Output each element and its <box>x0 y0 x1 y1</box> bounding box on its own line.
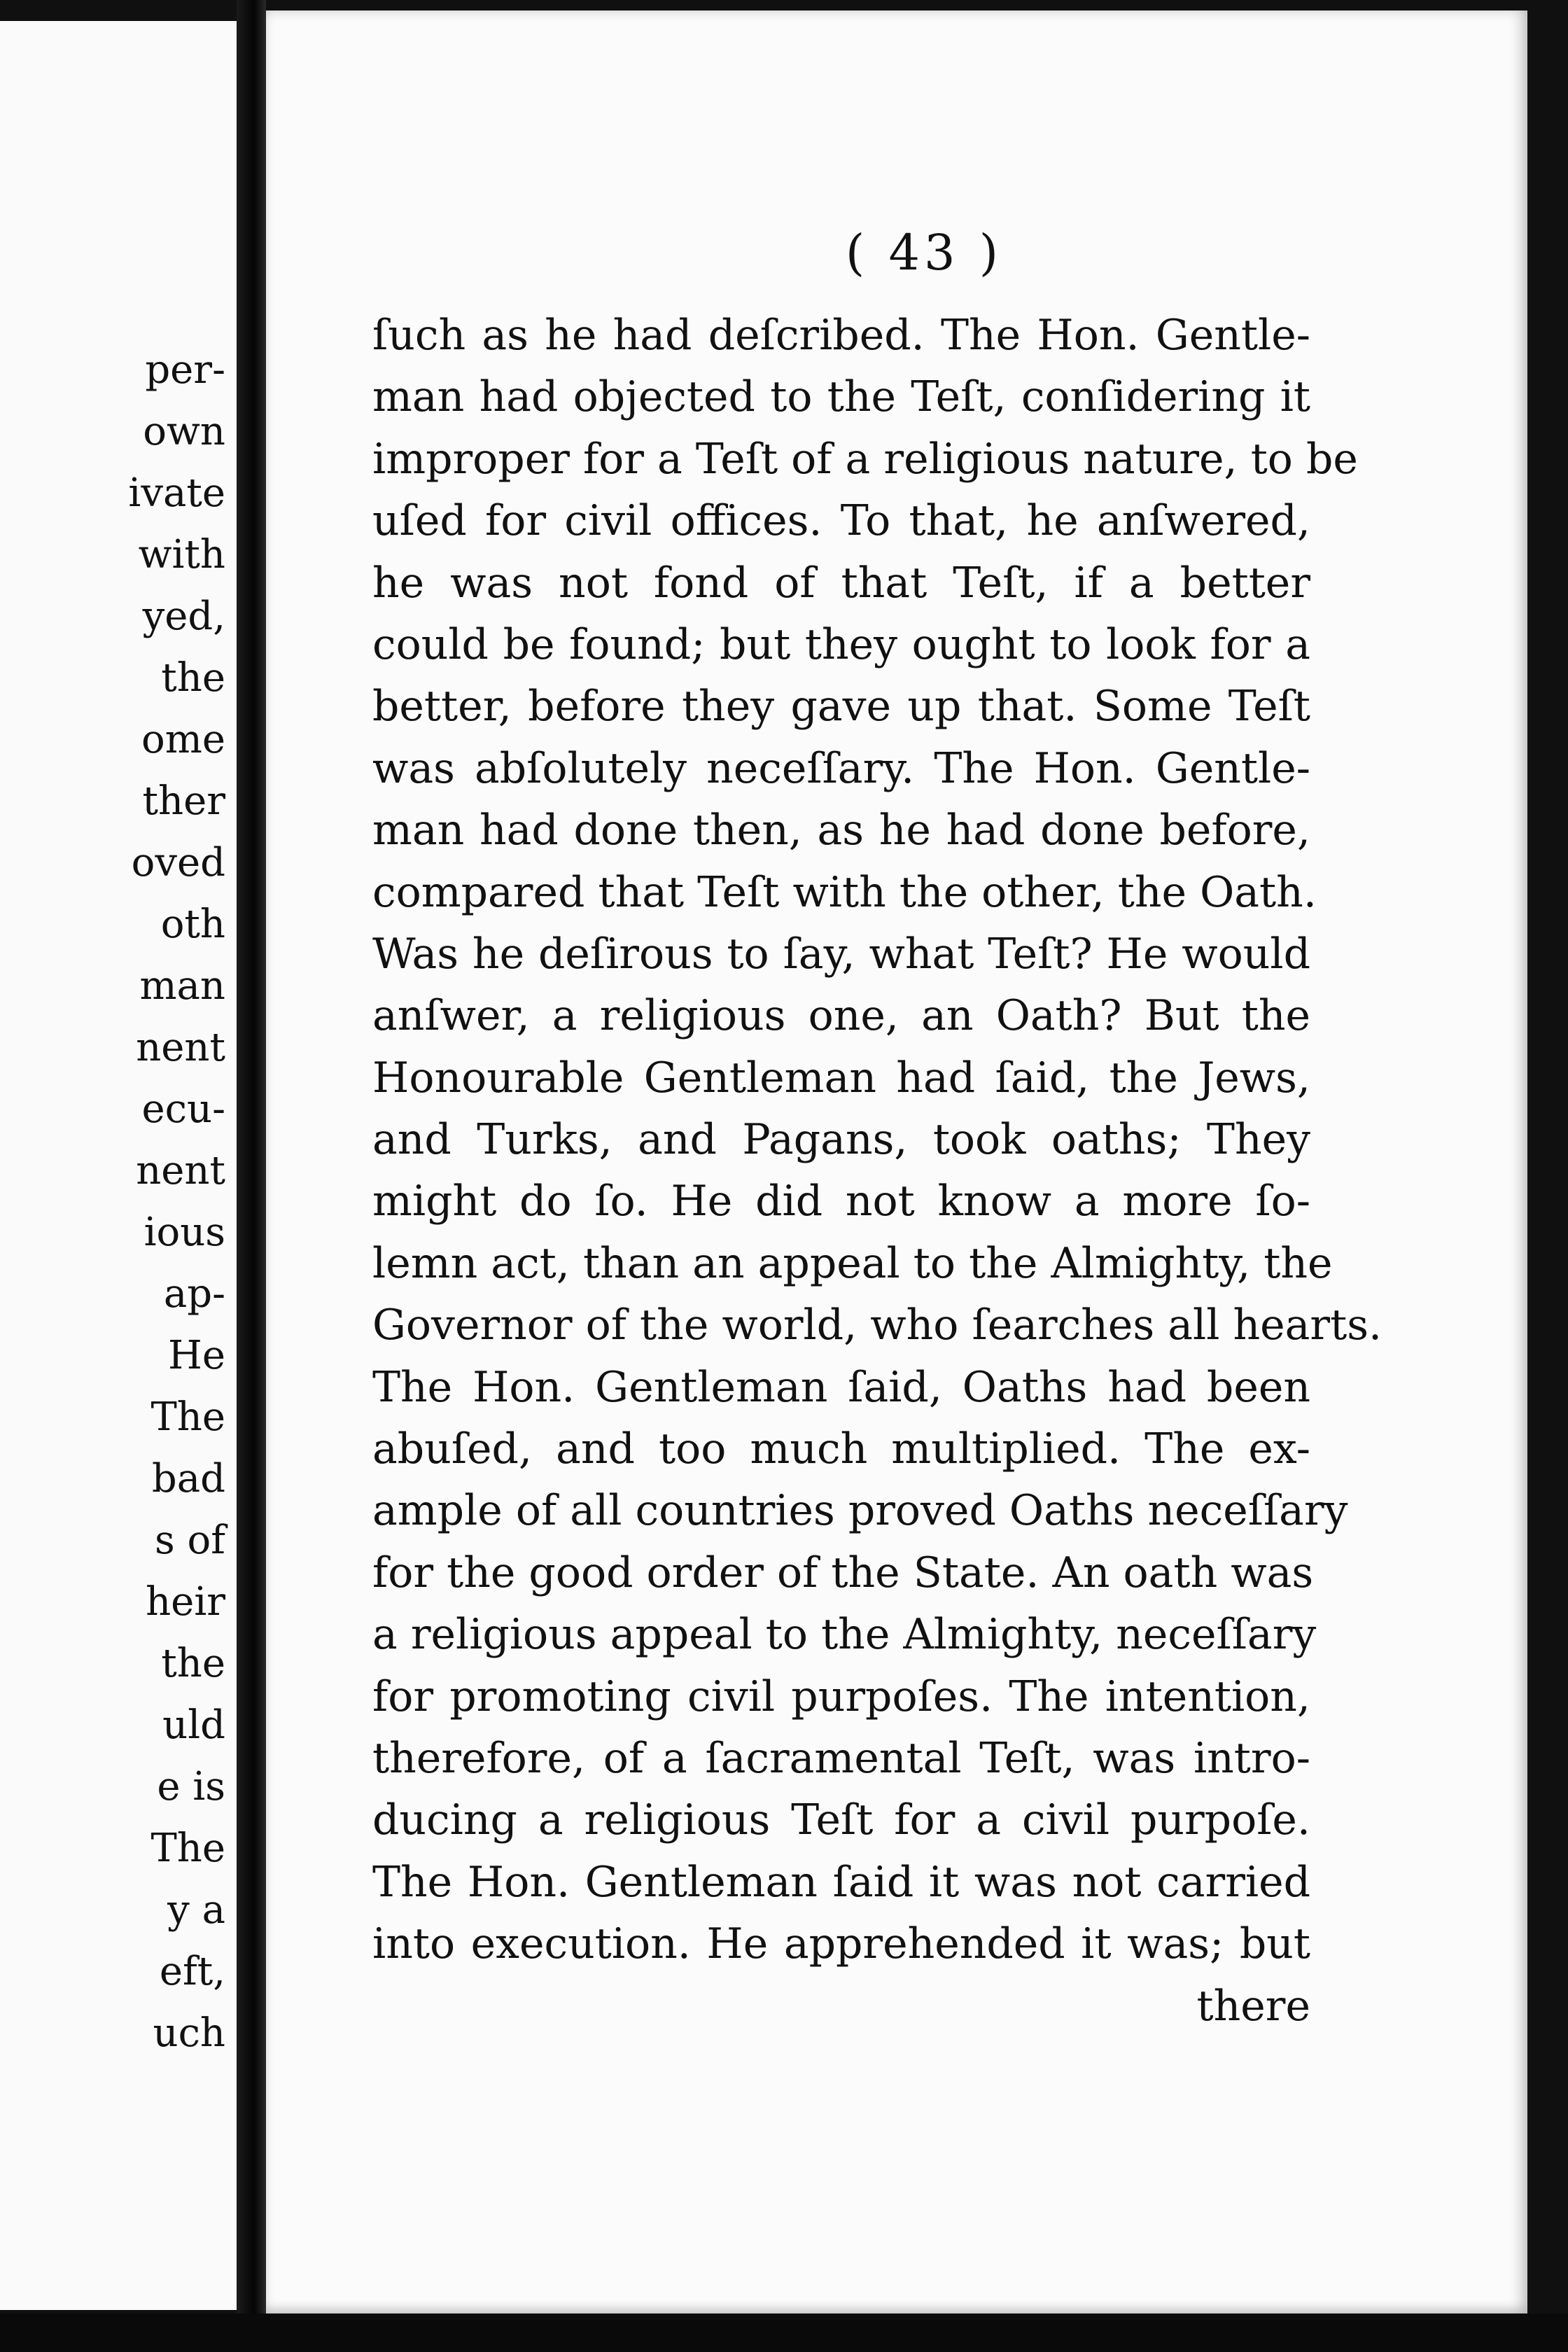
body-text <box>372 304 1382 2037</box>
text-line: lemn act, than an appeal to the Almighty, the <box>372 1238 1333 1288</box>
text-line: man had done then, as he had done before, <box>372 806 1310 855</box>
facing-line: ivate <box>128 470 225 516</box>
facing-line: s of <box>155 1518 225 1563</box>
text-line: abuſed, and too much multiplied. The ex- <box>372 1424 1310 1474</box>
scan-bottom-edge <box>0 2314 1568 2352</box>
text-line: he was not fond of that Teſt, if a better <box>372 558 1310 608</box>
text-line: a religious appeal to the Almighty, neceſſary <box>372 1610 1317 1660</box>
text-line: could be found; but they ought to look for a <box>372 620 1310 669</box>
text-line: ample of all countries proved Oaths neceſſary <box>372 1486 1348 1536</box>
text-line: into execution. He apprehended it was; but <box>372 1919 1310 1969</box>
facing-line: oved <box>131 840 225 886</box>
text-line: compared that Teſt with the other, the Oath. <box>372 867 1317 917</box>
facing-line: The <box>150 1394 225 1440</box>
text-line: anſwer, a religious one, an Oath? But the <box>372 991 1310 1041</box>
facing-line: He <box>168 1333 225 1378</box>
text-line: improper for a Teſt of a religious nature, to be <box>372 434 1358 484</box>
text-line: for promoting civil purpoſes. The intention, <box>372 1672 1310 1721</box>
main-page <box>266 10 1527 2314</box>
facing-line: ecu- <box>141 1086 225 1132</box>
facing-line: y a <box>167 1887 225 1933</box>
text-line: The Hon. Gentleman ſaid it was not carried <box>372 1857 1310 1907</box>
facing-line: ap- <box>163 1271 225 1317</box>
facing-line: the <box>161 1641 225 1686</box>
text-line: The Hon. Gentleman ſaid, Oaths had been <box>372 1362 1310 1412</box>
text-line: Was he deſirous to ſay, what Teſt? He would <box>372 929 1310 979</box>
facing-line: oth <box>160 902 225 947</box>
facing-line: ome <box>141 717 225 762</box>
facing-line: nent <box>136 1025 225 1070</box>
book-gutter <box>237 0 266 2352</box>
facing-line: the <box>161 655 225 701</box>
facing-line: ther <box>142 778 225 824</box>
text-line: and Turks, and Pagans, took oaths; They <box>372 1115 1310 1165</box>
page-number: ( 43 ) <box>845 224 1003 281</box>
catchword: there <box>1196 1981 1310 2031</box>
text-line: Governor of the world, who ſearches all hearts. <box>372 1301 1382 1350</box>
facing-line: with <box>138 532 225 578</box>
facing-line: man <box>139 963 225 1009</box>
facing-line: e is <box>157 1764 225 1809</box>
facing-line: nent <box>136 1148 225 1194</box>
facing-page-left <box>0 21 237 2310</box>
text-line: for the good order of the State. An oath was <box>372 1548 1314 1597</box>
text-line: therefore, of a ſacramental Teſt, was intro- <box>372 1733 1310 1783</box>
facing-line: uch <box>153 2010 225 2056</box>
text-line: man had objected to the Teſt, conſidering it <box>372 372 1310 422</box>
text-line: might do ſo. He did not know a more ſo- <box>372 1177 1310 1226</box>
facing-line: yed, <box>142 594 225 639</box>
text-line: was abſolutely neceſſary. The Hon. Gentle- <box>372 743 1310 793</box>
facing-line: uld <box>162 1702 225 1748</box>
facing-line: eft, <box>159 1949 225 1994</box>
facing-page-text <box>0 340 231 2064</box>
facing-line: ious <box>144 1210 225 1255</box>
text-line: ducing a religious Teſt for a civil purpoſe. <box>372 1795 1310 1845</box>
facing-line: heir <box>146 1579 225 1625</box>
text-line: better, before they gave up that. Some Teſt <box>372 682 1310 732</box>
facing-line: own <box>143 409 225 454</box>
facing-line: per- <box>145 347 225 393</box>
text-line: ſuch as he had deſcribed. The Hon. Gentle- <box>372 311 1310 360</box>
text-line: uſed for civil offices. To that, he anſwered, <box>372 496 1310 546</box>
facing-line: The <box>150 1826 225 1871</box>
facing-line: bad <box>151 1456 225 1502</box>
text-line: Honourable Gentleman had ſaid, the Jews, <box>372 1053 1310 1102</box>
